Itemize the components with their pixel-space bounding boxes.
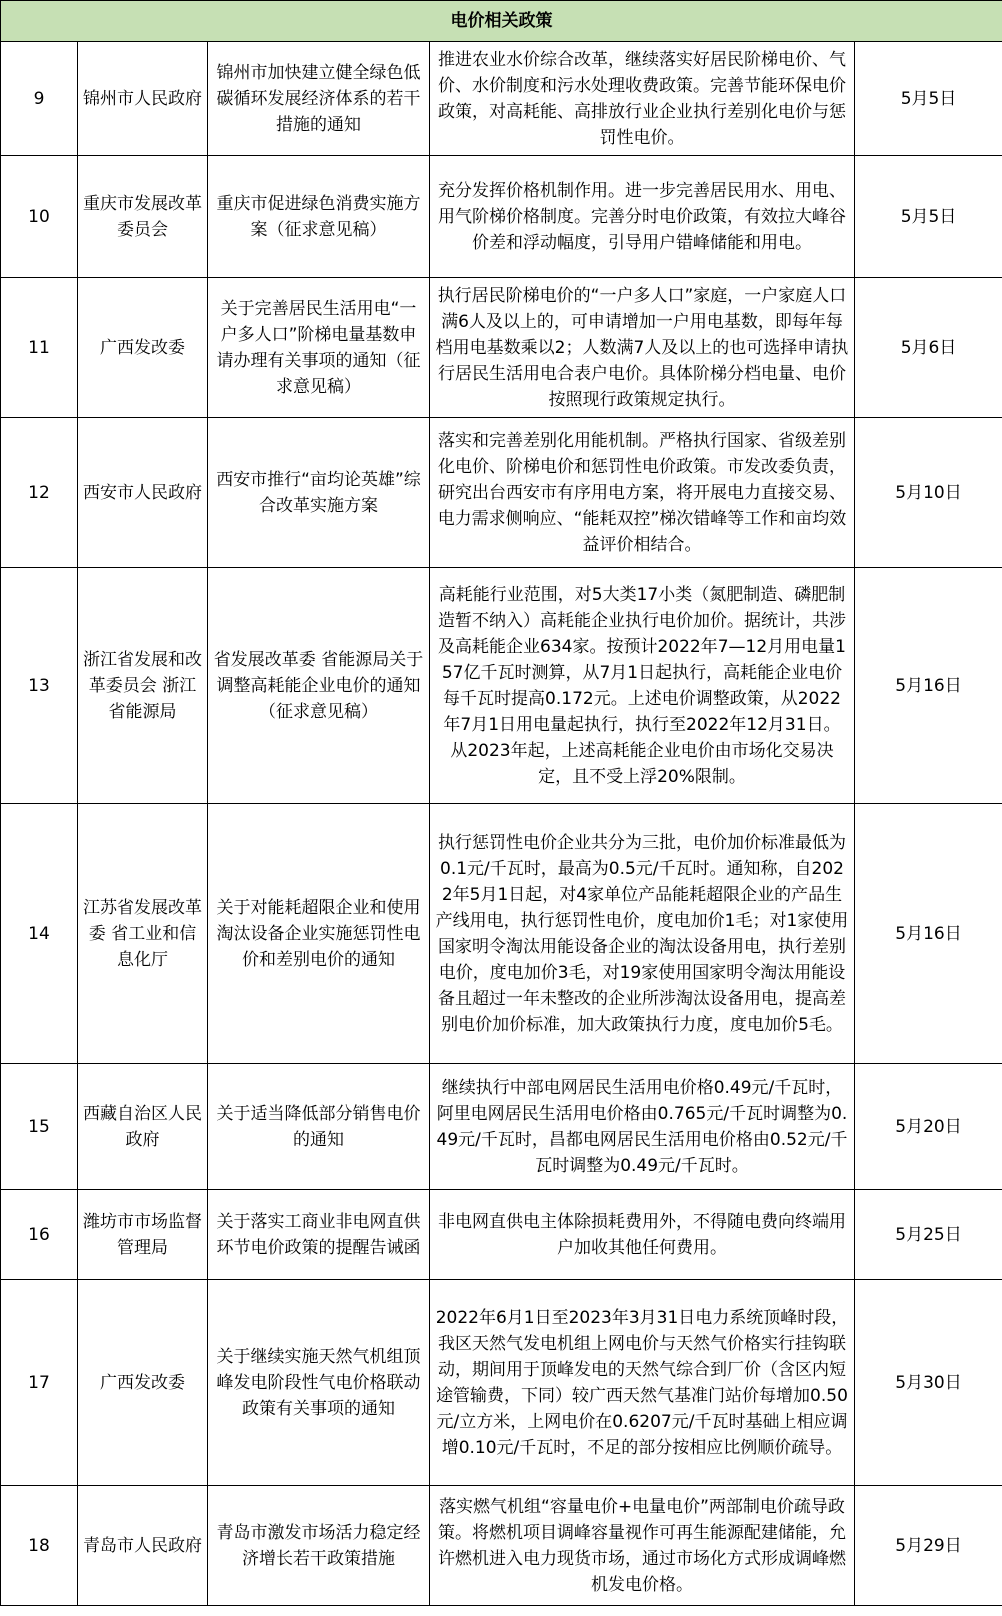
table-row bbox=[1, 278, 1002, 418]
issuer-cell: 重庆市发展改革委员会 bbox=[78, 156, 208, 278]
policy-content-cell: 2022年6月1日至2023年3月31日电力系统顶峰时段，我区天然气发电机组上网电价与天然气价格实行挂钩联动，期间用于顶峰发电的天然气综合到厂价（含区内短途管输费，下同）较广西天然气基准门站价每增加0.50元/立方米，上网电价在0.6207元/千瓦时基础上相应调增0.10元/千瓦时，不足的部分按相应比例顺价疏导。 bbox=[430, 1280, 855, 1486]
row-number: 14 bbox=[1, 804, 78, 1064]
issuer-cell: 锦州市人民政府 bbox=[78, 42, 208, 156]
table-row bbox=[1, 1280, 1002, 1486]
table-row bbox=[1, 418, 1002, 568]
row-number: 17 bbox=[1, 1280, 78, 1486]
row-number: 10 bbox=[1, 156, 78, 278]
table-row bbox=[1, 804, 1002, 1064]
row-number: 15 bbox=[1, 1064, 78, 1190]
issuer-cell: 青岛市人民政府 bbox=[78, 1486, 208, 1606]
issuer-cell: 潍坊市市场监督管理局 bbox=[78, 1190, 208, 1280]
policy-title-cell: 关于对能耗超限企业和使用淘汰设备企业实施惩罚性电价和差别电价的通知 bbox=[208, 804, 430, 1064]
date-cell: 5月25日 bbox=[855, 1190, 1002, 1280]
policy-content-cell: 落实和完善差别化用能机制。严格执行国家、省级差别化电价、阶梯电价和惩罚性电价政策。市发改委负责，研究出台西安市有序用电方案，将开展电力直接交易、电力需求侧响应、“能耗双控”梯次错峰等工作和亩均效益评价相结合。 bbox=[430, 418, 855, 568]
date-cell: 5月29日 bbox=[855, 1486, 1002, 1606]
policy-content-cell: 推进农业水价综合改革，继续落实好居民阶梯电价、气价、水价制度和污水处理收费政策。完善节能环保电价政策，对高耗能、高排放行业企业执行差别化电价与惩罚性电价。 bbox=[430, 42, 855, 156]
issuer-cell: 西安市人民政府 bbox=[78, 418, 208, 568]
policy-content-cell: 高耗能行业范围，对5大类17小类（氮肥制造、磷肥制造暂不纳入）高耗能企业执行电价加价。据统计，共涉及高耗能企业634家。按预计2022年7—12月用电量157亿千瓦时测算，从7月1日起执行，高耗能企业电价每千瓦时提高0.172元。上述电价调整政策，从2022年7月1日用电量起执行，执行至2022年12月31日。从2023年起，上述高耗能企业电价由市场化交易决定，且不受上浮20%限制。 bbox=[430, 568, 855, 804]
row-number: 18 bbox=[1, 1486, 78, 1606]
table-title: 电价相关政策 bbox=[1, 1, 1002, 42]
issuer-cell: 浙江省发展和改革委员会 浙江省能源局 bbox=[78, 568, 208, 804]
table-row bbox=[1, 1064, 1002, 1190]
date-cell: 5月30日 bbox=[855, 1280, 1002, 1486]
policy-title-cell: 青岛市激发市场活力稳定经济增长若干政策措施 bbox=[208, 1486, 430, 1606]
row-number: 12 bbox=[1, 418, 78, 568]
policy-content-cell: 执行居民阶梯电价的“一户多人口”家庭，一户家庭人口满6人及以上的，可申请增加一户用电基数，即每年每档用电基数乘以2；人数满7人及以上的也可选择申请执行居民生活用电合表户电价。具体阶梯分档电量、电价按照现行政策规定执行。 bbox=[430, 278, 855, 418]
date-cell: 5月6日 bbox=[855, 278, 1002, 418]
policy-content-cell: 执行惩罚性电价企业共分为三批，电价加价标准最低为0.1元/千瓦时，最高为0.5元/千瓦时。通知称，自2022年5月1日起，对4家单位产品能耗超限企业的产品生产线用电，执行惩罚性电价，度电加价1毛；对1家使用国家明令淘汰用能设备企业的淘汰设备用电，执行差别电价，度电加价3毛，对19家使用国家明令淘汰用能设备且超过一年未整改的企业所涉淘汰设备用电，提高差别电价加价标准，加大政策执行力度，度电加价5毛。 bbox=[430, 804, 855, 1064]
date-cell: 5月5日 bbox=[855, 42, 1002, 156]
policy-content-cell: 继续执行中部电网居民生活用电价格0.49元/千瓦时，阿里电网居民生活用电价格由0.765元/千瓦时调整为0.49元/千瓦时，昌都电网居民生活用电价格由0.52元/千瓦时调整为0.49元/千瓦时。 bbox=[430, 1064, 855, 1190]
date-cell: 5月5日 bbox=[855, 156, 1002, 278]
table-row bbox=[1, 42, 1002, 156]
row-number: 9 bbox=[1, 42, 78, 156]
row-number: 13 bbox=[1, 568, 78, 804]
issuer-cell: 广西发改委 bbox=[78, 1280, 208, 1486]
policy-content-cell: 落实燃气机组“容量电价+电量电价”两部制电价疏导政策。将燃机项目调峰容量视作可再生能源配建储能，允许燃机进入电力现货市场，通过市场化方式形成调峰燃机发电价格。 bbox=[430, 1486, 855, 1606]
policy-title-cell: 关于继续实施天然气机组顶峰发电阶段性气电价格联动政策有关事项的通知 bbox=[208, 1280, 430, 1486]
policy-content-cell: 充分发挥价格机制作用。进一步完善居民用水、用电、用气阶梯价格制度。完善分时电价政策，有效拉大峰谷价差和浮动幅度，引导用户错峰储能和用电。 bbox=[430, 156, 855, 278]
table-row bbox=[1, 1190, 1002, 1280]
table-row bbox=[1, 156, 1002, 278]
policy-title-cell: 关于完善居民生活用电“一户多人口”阶梯电量基数申请办理有关事项的通知（征求意见稿） bbox=[208, 278, 430, 418]
date-cell: 5月16日 bbox=[855, 804, 1002, 1064]
date-cell: 5月20日 bbox=[855, 1064, 1002, 1190]
table-row bbox=[1, 568, 1002, 804]
row-number: 16 bbox=[1, 1190, 78, 1280]
policy-title-cell: 省发展改革委 省能源局关于调整高耗能企业电价的通知（征求意见稿） bbox=[208, 568, 430, 804]
policy-title-cell: 关于落实工商业非电网直供环节电价政策的提醒告诫函 bbox=[208, 1190, 430, 1280]
policy-content-cell: 非电网直供电主体除损耗费用外，不得随电费向终端用户加收其他任何费用。 bbox=[430, 1190, 855, 1280]
table-row bbox=[1, 1486, 1002, 1606]
issuer-cell: 西藏自治区人民政府 bbox=[78, 1064, 208, 1190]
policy-title-cell: 西安市推行“亩均论英雄”综合改革实施方案 bbox=[208, 418, 430, 568]
issuer-cell: 广西发改委 bbox=[78, 278, 208, 418]
policy-title-cell: 锦州市加快建立健全绿色低碳循环发展经济体系的若干措施的通知 bbox=[208, 42, 430, 156]
date-cell: 5月16日 bbox=[855, 568, 1002, 804]
policy-title-cell: 关于适当降低部分销售电价的通知 bbox=[208, 1064, 430, 1190]
row-number: 11 bbox=[1, 278, 78, 418]
policy-title-cell: 重庆市促进绿色消费实施方案（征求意见稿） bbox=[208, 156, 430, 278]
issuer-cell: 江苏省发展改革委 省工业和信息化厅 bbox=[78, 804, 208, 1064]
date-cell: 5月10日 bbox=[855, 418, 1002, 568]
table-header-row bbox=[1, 1, 1002, 42]
